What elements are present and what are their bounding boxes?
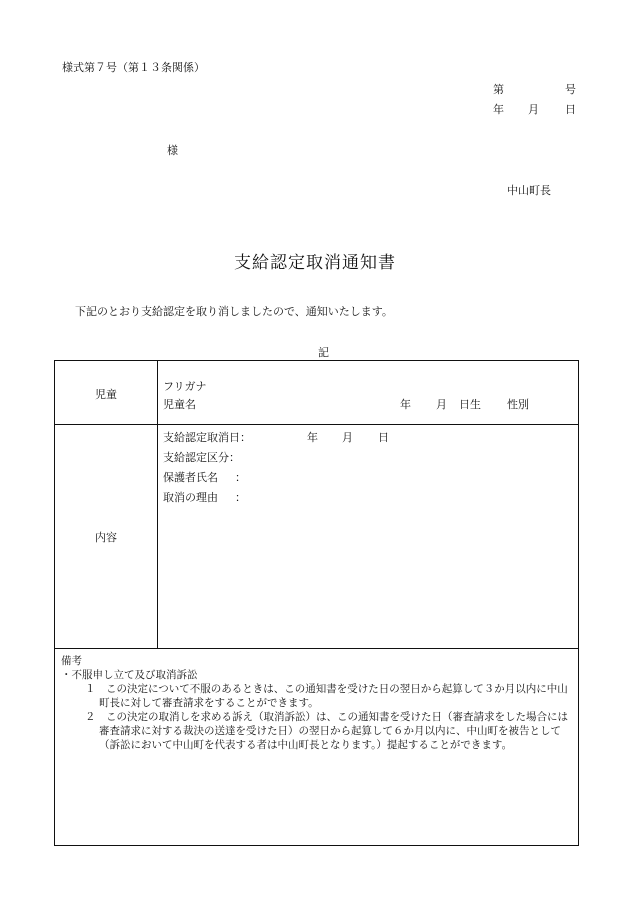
form-number: 様式第７号（第１３条関係） [62, 61, 205, 74]
issue-date-month: 月 [528, 103, 539, 116]
ki-marker: 記 [318, 346, 329, 359]
addressee-suffix: 様 [167, 144, 178, 157]
intro-text: 下記のとおり支給認定を取り消しましたので、通知いたします。 [75, 305, 393, 318]
remark-item-2-text: この決定の取消しを求める訴え（取消訴訟）は、この通知書を受けた日（審査請求をした場合には審査請求に対する裁決の送達を受けた日）の翌日から起算して６か月以内に、中山町を被告として（訴訟において中山町を代表する者は中山町長となります。）提起することができます。 [99, 711, 568, 751]
remarks-subheading: ・不服申し立て及び取消訴訟 [61, 669, 198, 681]
remarks-section [61, 654, 570, 752]
remarks-heading: 備考 [61, 655, 82, 667]
remark-item-1-number: １ [85, 683, 96, 695]
remark-item-1-text: この決定について不服のあるときは、この通知書を受けた日の翌日から起算して３か月以内に中山町長に対して審査請求をすることができます。 [99, 683, 568, 709]
sender: 中山町長 [507, 184, 551, 197]
row-divider-1 [55, 424, 578, 425]
document-number-label: 第 [493, 83, 504, 96]
gender-label: 性別 [507, 398, 529, 411]
cancel-day-label: 日 [378, 431, 389, 444]
child-name-label: 児童名 [163, 398, 196, 411]
remark-item-2 [61, 710, 570, 752]
reason-colon: ： [235, 491, 246, 504]
furigana-label: フリガナ [163, 380, 207, 393]
guardian-name-label: 保護者氏名 [163, 471, 218, 484]
form-table [54, 360, 579, 846]
column-divider [157, 361, 158, 648]
guardian-name-colon: ： [235, 471, 246, 484]
birth-month-label: 月 [436, 398, 447, 411]
reason-label: 取消の理由 [163, 491, 218, 504]
issue-date-day: 日 [565, 103, 576, 116]
remark-item-2-number: ２ [85, 711, 96, 723]
remark-item-1 [61, 682, 570, 710]
row-divider-2 [55, 648, 578, 649]
birth-year-label: 年 [400, 398, 411, 411]
content-row-label: 内容 [95, 531, 117, 544]
cancel-date-label: 支給認定取消日： [163, 431, 251, 444]
document-number-suffix: 号 [565, 83, 576, 96]
cancel-month-label: 月 [342, 431, 353, 444]
issue-date-year: 年 [493, 103, 504, 116]
cancel-year-label: 年 [307, 431, 318, 444]
child-row-label: 児童 [95, 388, 117, 401]
document-title: 支給認定取消通知書 [234, 253, 396, 273]
category-label: 支給認定区分： [163, 451, 240, 464]
birth-day-label: 日生 [459, 398, 481, 411]
